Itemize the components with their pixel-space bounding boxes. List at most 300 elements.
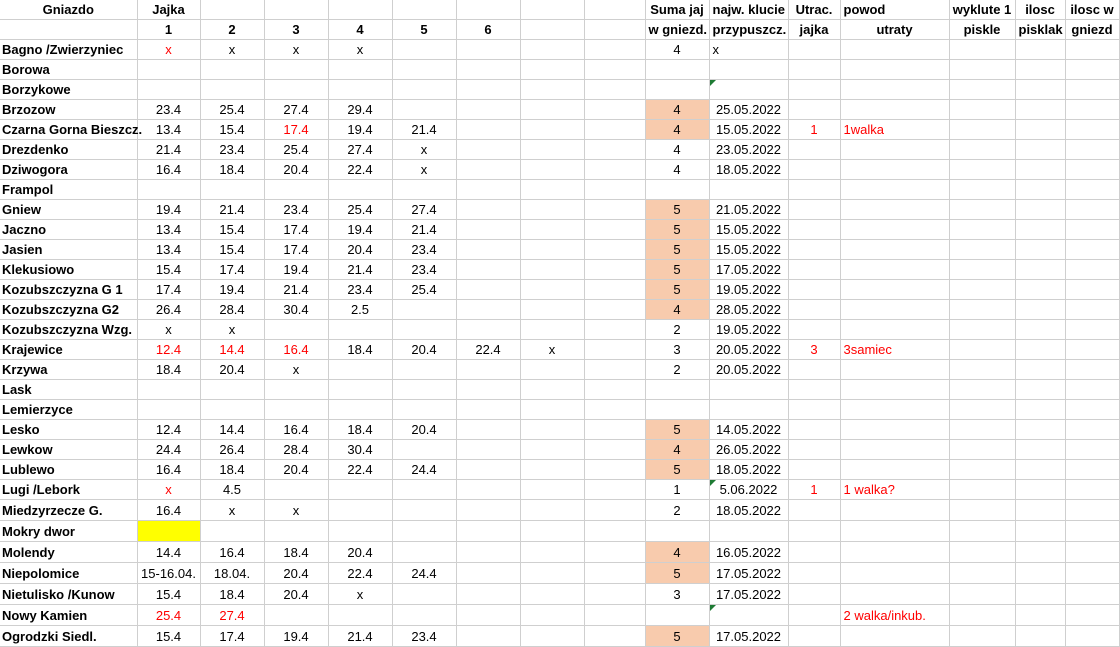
empty-cell[interactable] [584,440,645,460]
egg-date-cell[interactable] [392,300,456,320]
egg-date-cell[interactable]: 20.4 [328,542,392,563]
egg-date-cell[interactable]: x [137,480,200,500]
egg-sum-cell[interactable]: 5 [645,220,709,240]
egg-date-cell[interactable]: 23.4 [392,260,456,280]
lost-eggs-cell[interactable] [788,420,840,440]
egg-sum-cell[interactable] [645,521,709,542]
egg-sum-cell[interactable]: 4 [645,160,709,180]
header-cell[interactable]: Jajka [137,0,200,20]
egg-date-cell[interactable]: 20.4 [264,460,328,480]
loss-reason-cell[interactable] [840,60,949,80]
egg-date-cell[interactable] [392,542,456,563]
loss-reason-cell[interactable] [840,400,949,420]
chick-count-cell[interactable] [1015,626,1065,647]
egg-date-cell[interactable] [456,140,520,160]
chick-count-cell[interactable] [1015,160,1065,180]
egg-date-cell[interactable]: 2.5 [328,300,392,320]
lost-eggs-cell[interactable] [788,584,840,605]
nest-name-cell[interactable]: Borowa [0,60,137,80]
egg-date-cell[interactable] [520,100,584,120]
egg-date-cell[interactable]: 12.4 [137,340,200,360]
in-nest-count-cell[interactable] [1065,440,1119,460]
egg-sum-cell[interactable]: 1 [645,480,709,500]
egg-date-cell[interactable] [520,542,584,563]
chick-count-cell[interactable] [1015,521,1065,542]
nest-name-cell[interactable]: Molendy [0,542,137,563]
empty-cell[interactable] [584,120,645,140]
lost-eggs-cell[interactable] [788,626,840,647]
hatched-first-cell[interactable] [949,605,1015,626]
header-cell[interactable] [584,20,645,40]
empty-cell[interactable] [584,360,645,380]
lost-eggs-cell[interactable] [788,542,840,563]
in-nest-count-cell[interactable] [1065,340,1119,360]
hatch-date-cell[interactable] [709,521,788,542]
egg-date-cell[interactable] [520,240,584,260]
egg-date-cell[interactable] [456,320,520,340]
egg-date-cell[interactable]: 15-16.04. [137,563,200,584]
egg-date-cell[interactable] [392,400,456,420]
egg-date-cell[interactable] [456,260,520,280]
hatched-first-cell[interactable] [949,340,1015,360]
egg-date-cell[interactable]: x [264,360,328,380]
in-nest-count-cell[interactable] [1065,260,1119,280]
chick-count-cell[interactable] [1015,200,1065,220]
egg-date-cell[interactable] [200,80,264,100]
chick-count-cell[interactable] [1015,360,1065,380]
egg-date-cell[interactable]: 13.4 [137,220,200,240]
egg-date-cell[interactable]: 13.4 [137,240,200,260]
hatch-date-cell[interactable]: x [709,40,788,60]
chick-count-cell[interactable] [1015,180,1065,200]
nest-name-cell[interactable]: Lublewo [0,460,137,480]
egg-date-cell[interactable] [456,605,520,626]
egg-date-cell[interactable] [392,360,456,380]
header-cell[interactable]: wyklute 1 [949,0,1015,20]
egg-date-cell[interactable]: 19.4 [137,200,200,220]
egg-date-cell[interactable] [456,120,520,140]
egg-date-cell[interactable]: 23.4 [392,626,456,647]
header-cell[interactable]: 4 [328,20,392,40]
hatched-first-cell[interactable] [949,584,1015,605]
egg-date-cell[interactable]: 19.4 [264,626,328,647]
hatch-date-cell[interactable] [709,380,788,400]
in-nest-count-cell[interactable] [1065,626,1119,647]
header-cell[interactable]: pisklak [1015,20,1065,40]
egg-date-cell[interactable] [456,240,520,260]
header-cell[interactable]: Suma jaj [645,0,709,20]
nest-name-cell[interactable]: Krzywa [0,360,137,380]
egg-date-cell[interactable] [456,180,520,200]
egg-date-cell[interactable]: 25.4 [200,100,264,120]
egg-date-cell[interactable]: 16.4 [200,542,264,563]
hatch-date-cell[interactable]: 23.05.2022 [709,140,788,160]
egg-date-cell[interactable]: 18.4 [328,420,392,440]
nest-name-cell[interactable]: Nowy Kamien [0,605,137,626]
egg-date-cell[interactable] [456,80,520,100]
egg-date-cell[interactable] [456,584,520,605]
egg-date-cell[interactable] [520,40,584,60]
egg-date-cell[interactable]: 18.4 [137,360,200,380]
lost-eggs-cell[interactable] [788,320,840,340]
egg-date-cell[interactable]: 24.4 [137,440,200,460]
lost-eggs-cell[interactable] [788,300,840,320]
empty-cell[interactable] [584,140,645,160]
hatched-first-cell[interactable] [949,500,1015,521]
loss-reason-cell[interactable]: 1 walka? [840,480,949,500]
egg-date-cell[interactable]: 22.4 [328,160,392,180]
header-cell[interactable]: jajka [788,20,840,40]
hatch-date-cell[interactable]: 20.05.2022 [709,340,788,360]
egg-date-cell[interactable]: 24.4 [392,563,456,584]
egg-date-cell[interactable] [264,80,328,100]
hatch-date-cell[interactable]: 14.05.2022 [709,420,788,440]
nest-name-cell[interactable]: Ogrodzki Siedl. [0,626,137,647]
egg-date-cell[interactable]: 19.4 [200,280,264,300]
hatched-first-cell[interactable] [949,542,1015,563]
egg-date-cell[interactable]: 15.4 [200,240,264,260]
nest-name-cell[interactable]: Lewkow [0,440,137,460]
egg-date-cell[interactable]: 17.4 [264,220,328,240]
hatched-first-cell[interactable] [949,360,1015,380]
egg-date-cell[interactable] [328,521,392,542]
egg-date-cell[interactable] [520,605,584,626]
header-cell[interactable] [0,20,137,40]
nest-name-cell[interactable]: Jasien [0,240,137,260]
in-nest-count-cell[interactable] [1065,460,1119,480]
loss-reason-cell[interactable] [840,40,949,60]
egg-date-cell[interactable]: 29.4 [328,100,392,120]
egg-date-cell[interactable] [456,420,520,440]
header-cell[interactable]: ilosc w [1065,0,1119,20]
hatch-date-cell[interactable]: 15.05.2022 [709,220,788,240]
lost-eggs-cell[interactable] [788,400,840,420]
empty-cell[interactable] [584,400,645,420]
egg-date-cell[interactable]: 4.5 [200,480,264,500]
chick-count-cell[interactable] [1015,100,1065,120]
lost-eggs-cell[interactable] [788,280,840,300]
in-nest-count-cell[interactable] [1065,420,1119,440]
nest-name-cell[interactable]: Lask [0,380,137,400]
egg-date-cell[interactable]: x [392,160,456,180]
egg-date-cell[interactable] [520,380,584,400]
in-nest-count-cell[interactable] [1065,300,1119,320]
egg-date-cell[interactable]: 25.4 [137,605,200,626]
egg-date-cell[interactable] [456,200,520,220]
egg-sum-cell[interactable] [645,80,709,100]
hatched-first-cell[interactable] [949,200,1015,220]
loss-reason-cell[interactable] [840,584,949,605]
lost-eggs-cell[interactable] [788,140,840,160]
loss-reason-cell[interactable] [840,380,949,400]
chick-count-cell[interactable] [1015,40,1065,60]
empty-cell[interactable] [584,300,645,320]
egg-date-cell[interactable]: 18.4 [328,340,392,360]
hatch-date-cell[interactable]: 25.05.2022 [709,100,788,120]
chick-count-cell[interactable] [1015,220,1065,240]
header-cell[interactable]: w gniezd. [645,20,709,40]
lost-eggs-cell[interactable] [788,80,840,100]
hatched-first-cell[interactable] [949,60,1015,80]
egg-sum-cell[interactable]: 5 [645,260,709,280]
loss-reason-cell[interactable] [840,160,949,180]
header-cell[interactable]: 2 [200,20,264,40]
egg-date-cell[interactable]: 13.4 [137,120,200,140]
hatched-first-cell[interactable] [949,380,1015,400]
egg-date-cell[interactable]: 18.4 [264,542,328,563]
egg-date-cell[interactable] [392,521,456,542]
egg-date-cell[interactable] [392,584,456,605]
egg-date-cell[interactable] [456,400,520,420]
egg-date-cell[interactable]: 21.4 [328,626,392,647]
chick-count-cell[interactable] [1015,584,1065,605]
egg-date-cell[interactable] [392,500,456,521]
egg-date-cell[interactable]: x [520,340,584,360]
header-cell[interactable]: powod [840,0,949,20]
egg-date-cell[interactable]: 20.4 [328,240,392,260]
egg-date-cell[interactable] [520,460,584,480]
egg-date-cell[interactable] [456,563,520,584]
lost-eggs-cell[interactable] [788,200,840,220]
egg-sum-cell[interactable]: 3 [645,584,709,605]
egg-date-cell[interactable] [392,440,456,460]
egg-sum-cell[interactable] [645,400,709,420]
hatched-first-cell[interactable] [949,120,1015,140]
egg-date-cell[interactable] [137,80,200,100]
header-cell[interactable]: piskle [949,20,1015,40]
egg-date-cell[interactable] [392,180,456,200]
hatched-first-cell[interactable] [949,260,1015,280]
header-cell[interactable]: 5 [392,20,456,40]
header-cell[interactable] [392,0,456,20]
hatched-first-cell[interactable] [949,280,1015,300]
in-nest-count-cell[interactable] [1065,584,1119,605]
nest-name-cell[interactable]: Frampol [0,180,137,200]
nest-name-cell[interactable]: Gniew [0,200,137,220]
egg-date-cell[interactable] [264,180,328,200]
egg-date-cell[interactable] [328,605,392,626]
egg-date-cell[interactable]: 20.4 [264,160,328,180]
in-nest-count-cell[interactable] [1065,521,1119,542]
egg-date-cell[interactable] [520,420,584,440]
egg-date-cell[interactable]: 25.4 [392,280,456,300]
empty-cell[interactable] [584,240,645,260]
in-nest-count-cell[interactable] [1065,480,1119,500]
loss-reason-cell[interactable]: 1walka [840,120,949,140]
egg-date-cell[interactable]: 27.4 [392,200,456,220]
empty-cell[interactable] [584,260,645,280]
egg-date-cell[interactable] [328,320,392,340]
loss-reason-cell[interactable] [840,140,949,160]
empty-cell[interactable] [584,480,645,500]
chick-count-cell[interactable] [1015,280,1065,300]
egg-date-cell[interactable] [392,100,456,120]
egg-sum-cell[interactable]: 5 [645,240,709,260]
egg-date-cell[interactable]: x [264,500,328,521]
in-nest-count-cell[interactable] [1065,180,1119,200]
empty-cell[interactable] [584,200,645,220]
egg-date-cell[interactable]: x [328,40,392,60]
egg-date-cell[interactable] [456,160,520,180]
lost-eggs-cell[interactable] [788,220,840,240]
egg-sum-cell[interactable]: 2 [645,360,709,380]
egg-date-cell[interactable]: 19.4 [328,120,392,140]
header-cell[interactable] [520,0,584,20]
egg-date-cell[interactable] [328,500,392,521]
chick-count-cell[interactable] [1015,60,1065,80]
egg-date-cell[interactable]: 19.4 [328,220,392,240]
empty-cell[interactable] [584,605,645,626]
loss-reason-cell[interactable] [840,220,949,240]
egg-date-cell[interactable]: 15.4 [137,626,200,647]
nest-name-cell[interactable]: Drezdenko [0,140,137,160]
in-nest-count-cell[interactable] [1065,563,1119,584]
egg-date-cell[interactable]: 28.4 [200,300,264,320]
lost-eggs-cell[interactable] [788,521,840,542]
chick-count-cell[interactable] [1015,260,1065,280]
egg-date-cell[interactable]: 18.4 [200,584,264,605]
chick-count-cell[interactable] [1015,340,1065,360]
loss-reason-cell[interactable] [840,280,949,300]
egg-date-cell[interactable] [520,180,584,200]
egg-date-cell[interactable] [456,380,520,400]
egg-date-cell[interactable] [456,500,520,521]
loss-reason-cell[interactable] [840,240,949,260]
header-cell[interactable]: najw. klucie [709,0,788,20]
egg-date-cell[interactable] [456,460,520,480]
egg-date-cell[interactable]: 21.4 [392,120,456,140]
nest-name-cell[interactable]: Kozubszczyzna Wzg. [0,320,137,340]
in-nest-count-cell[interactable] [1065,140,1119,160]
egg-date-cell[interactable] [520,584,584,605]
nest-name-cell[interactable]: Bagno /Zwierzyniec [0,40,137,60]
loss-reason-cell[interactable] [840,521,949,542]
egg-date-cell[interactable]: 16.4 [264,420,328,440]
header-cell[interactable] [520,20,584,40]
egg-date-cell[interactable]: 17.4 [200,260,264,280]
empty-cell[interactable] [584,280,645,300]
egg-date-cell[interactable]: 21.4 [264,280,328,300]
egg-date-cell[interactable]: 24.4 [392,460,456,480]
nest-name-cell[interactable]: Mokry dwor [0,521,137,542]
egg-sum-cell[interactable]: 2 [645,320,709,340]
egg-date-cell[interactable]: 21.4 [392,220,456,240]
egg-date-cell[interactable] [520,300,584,320]
hatched-first-cell[interactable] [949,40,1015,60]
header-cell[interactable] [584,0,645,20]
egg-date-cell[interactable]: 12.4 [137,420,200,440]
empty-cell[interactable] [584,80,645,100]
loss-reason-cell[interactable] [840,260,949,280]
chick-count-cell[interactable] [1015,400,1065,420]
egg-date-cell[interactable]: 18.4 [200,160,264,180]
egg-date-cell[interactable] [456,300,520,320]
nest-name-cell[interactable]: Brzozow [0,100,137,120]
hatched-first-cell[interactable] [949,240,1015,260]
egg-date-cell[interactable] [456,280,520,300]
egg-date-cell[interactable] [137,521,200,542]
egg-date-cell[interactable]: 27.4 [200,605,264,626]
egg-date-cell[interactable] [456,480,520,500]
hatch-date-cell[interactable]: 19.05.2022 [709,320,788,340]
egg-date-cell[interactable]: 20.4 [264,584,328,605]
loss-reason-cell[interactable] [840,100,949,120]
lost-eggs-cell[interactable] [788,605,840,626]
egg-date-cell[interactable]: 21.4 [200,200,264,220]
lost-eggs-cell[interactable] [788,460,840,480]
hatched-first-cell[interactable] [949,480,1015,500]
egg-date-cell[interactable] [392,320,456,340]
egg-date-cell[interactable] [264,380,328,400]
egg-sum-cell[interactable]: 5 [645,420,709,440]
hatched-first-cell[interactable] [949,563,1015,584]
egg-date-cell[interactable]: x [137,320,200,340]
lost-eggs-cell[interactable] [788,160,840,180]
egg-date-cell[interactable] [328,80,392,100]
nest-name-cell[interactable]: Jaczno [0,220,137,240]
hatch-date-cell[interactable]: 15.05.2022 [709,240,788,260]
egg-date-cell[interactable] [520,440,584,460]
chick-count-cell[interactable] [1015,420,1065,440]
egg-sum-cell[interactable]: 4 [645,542,709,563]
hatched-first-cell[interactable] [949,626,1015,647]
loss-reason-cell[interactable] [840,300,949,320]
header-cell[interactable]: 3 [264,20,328,40]
loss-reason-cell[interactable] [840,626,949,647]
hatched-first-cell[interactable] [949,140,1015,160]
nest-name-cell[interactable]: Kozubszczyzna G 1 [0,280,137,300]
egg-date-cell[interactable] [264,60,328,80]
egg-date-cell[interactable] [456,100,520,120]
lost-eggs-cell[interactable] [788,180,840,200]
lost-eggs-cell[interactable] [788,40,840,60]
empty-cell[interactable] [584,500,645,521]
egg-date-cell[interactable]: 17.4 [264,240,328,260]
lost-eggs-cell[interactable] [788,440,840,460]
egg-date-cell[interactable] [392,40,456,60]
loss-reason-cell[interactable] [840,460,949,480]
lost-eggs-cell[interactable] [788,380,840,400]
loss-reason-cell[interactable] [840,320,949,340]
egg-date-cell[interactable] [520,260,584,280]
header-cell[interactable]: gniezd [1065,20,1119,40]
egg-date-cell[interactable]: 23.4 [392,240,456,260]
egg-date-cell[interactable]: 18.4 [200,460,264,480]
nest-name-cell[interactable]: Miedzyrzecze G. [0,500,137,521]
hatch-date-cell[interactable] [709,180,788,200]
egg-date-cell[interactable]: 23.4 [200,140,264,160]
egg-date-cell[interactable] [137,180,200,200]
egg-date-cell[interactable] [520,320,584,340]
empty-cell[interactable] [584,160,645,180]
egg-date-cell[interactable] [264,480,328,500]
egg-date-cell[interactable] [200,180,264,200]
lost-eggs-cell[interactable]: 3 [788,340,840,360]
chick-count-cell[interactable] [1015,500,1065,521]
egg-date-cell[interactable]: 18.04. [200,563,264,584]
hatch-date-cell[interactable]: 17.05.2022 [709,584,788,605]
chick-count-cell[interactable] [1015,563,1065,584]
hatch-date-cell[interactable] [709,80,788,100]
hatched-first-cell[interactable] [949,300,1015,320]
egg-date-cell[interactable] [520,120,584,140]
hatched-first-cell[interactable] [949,320,1015,340]
egg-sum-cell[interactable]: 5 [645,200,709,220]
lost-eggs-cell[interactable] [788,500,840,521]
egg-date-cell[interactable] [137,400,200,420]
egg-date-cell[interactable] [456,440,520,460]
chick-count-cell[interactable] [1015,460,1065,480]
